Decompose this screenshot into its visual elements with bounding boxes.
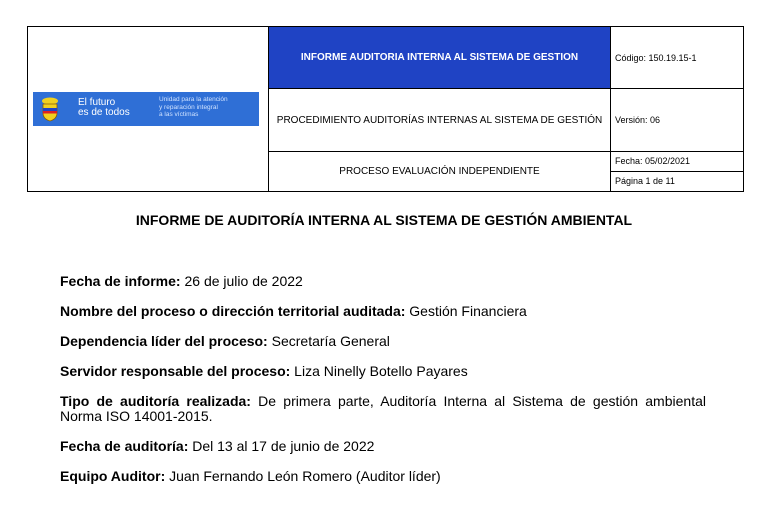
field-report-date: Fecha de informe: 26 de julio de 2022 <box>60 273 303 289</box>
date-label: Fecha: 05/02/2021 <box>611 152 743 172</box>
logo-cell <box>28 27 269 192</box>
field-responsible: Servidor responsable del proceso: Liza Ninelly Botello Payares <box>60 363 468 379</box>
code-cell: Código: 150.19.15-1 <box>611 27 744 89</box>
date-page-cell <box>611 152 744 192</box>
field-dependency: Dependencia líder del proceso: Secretaría General <box>60 333 390 349</box>
logo-unit-name: Unidad para la atención y reparación integral a las víctimas <box>159 96 228 118</box>
page-label: Página 1 de 11 <box>615 176 675 186</box>
process-cell: PROCESO EVALUACIÓN INDEPENDIENTE <box>269 152 611 192</box>
document-title: INFORME DE AUDITORÍA INTERNA AL SISTEMA DE GESTIÓN AMBIENTAL <box>135 212 633 228</box>
version-cell: Versión: 06 <box>611 89 744 152</box>
field-audit-date: Fecha de auditoría: Del 13 al 17 de junio de 2022 <box>60 438 375 454</box>
procedure-cell: PROCEDIMIENTO AUDITORÍAS INTERNAS AL SISTEMA DE GESTIÓN <box>269 89 611 152</box>
institution-logo <box>33 92 259 126</box>
report-fields <box>60 274 706 499</box>
report-title-cell: INFORME AUDITORIA INTERNA AL SISTEMA DE GESTION <box>269 27 611 89</box>
field-audit-type: Tipo de auditoría realizada: De primera parte, Auditoría Interna al Sistema de gestión ambiental Norma ISO 14001-2015. <box>60 393 706 424</box>
field-process-name: Nombre del proceso o dirección territorial auditada: Gestión Financiera <box>60 303 527 319</box>
document-header-table <box>27 26 744 192</box>
coat-of-arms-icon <box>39 96 61 122</box>
logo-slogan: El futuro es de todos <box>78 97 130 118</box>
field-audit-team: Equipo Auditor: Juan Fernando León Romero (Auditor líder) <box>60 468 441 484</box>
